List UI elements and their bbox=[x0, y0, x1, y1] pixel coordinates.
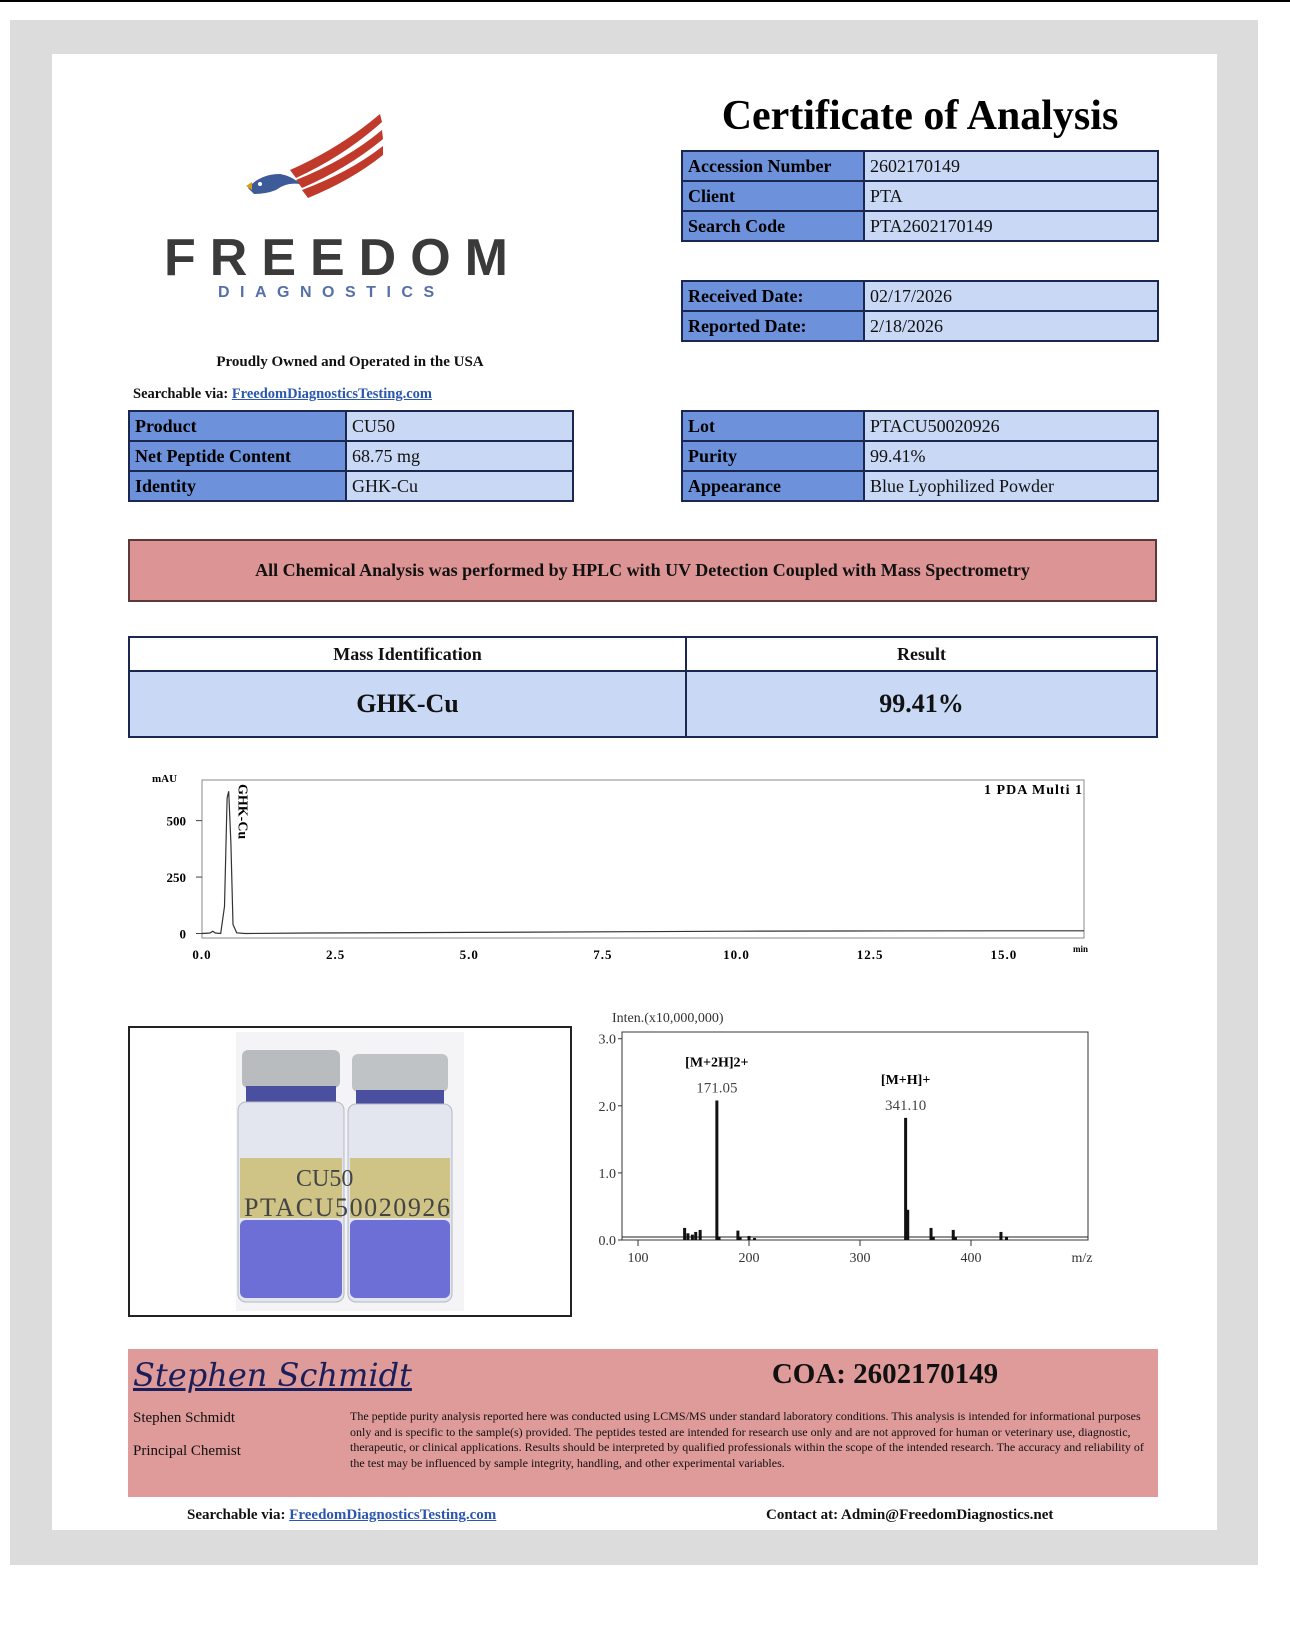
key-cell: Identity bbox=[129, 471, 346, 501]
x-tick-label: 7.5 bbox=[593, 947, 613, 962]
accession-table bbox=[681, 150, 1159, 242]
key-cell: Purity bbox=[682, 441, 864, 471]
peak-label: GHK-Cu bbox=[234, 784, 250, 840]
chemist-title: Principal Chemist bbox=[133, 1443, 241, 1459]
x-tick-label: 12.5 bbox=[856, 947, 884, 962]
key-cell: Appearance bbox=[682, 471, 864, 501]
table-row bbox=[682, 471, 1158, 501]
footer-search-label: Searchable via: bbox=[187, 1507, 286, 1523]
mass-spectrum bbox=[598, 1011, 1140, 1324]
product-photo bbox=[128, 1026, 572, 1317]
peak-annotation-name: [M+H]+ bbox=[880, 1072, 931, 1088]
value-cell: PTACU50020926 bbox=[864, 411, 1158, 441]
y-tick-label: 2.0 bbox=[598, 1099, 616, 1115]
value-cell: 2602170149 bbox=[864, 151, 1158, 181]
x-tick-label: 200 bbox=[738, 1251, 760, 1266]
y-tick-label: 0.0 bbox=[598, 1234, 616, 1249]
x-axis-label: m/z bbox=[1071, 1251, 1093, 1266]
page-title: Certificate of Analysis bbox=[721, 93, 1119, 139]
table-row bbox=[682, 311, 1158, 341]
header-mass-identification: Mass Identification bbox=[129, 637, 686, 671]
vial-label-line2: PTACU50020926 bbox=[244, 1193, 450, 1222]
footer-search-link[interactable]: FreedomDiagnosticsTesting.com bbox=[289, 1507, 497, 1523]
key-cell: Reported Date: bbox=[682, 311, 864, 341]
chart-legend: 1 PDA Multi 1 bbox=[984, 783, 1083, 798]
tagline: Proudly Owned and Operated in the USA bbox=[216, 354, 484, 370]
y-axis-label: Inten.(x10,000,000) bbox=[612, 1011, 724, 1026]
key-cell: Search Code bbox=[682, 211, 864, 241]
coa-number: COA: 2602170149 bbox=[771, 1358, 999, 1390]
x-tick-label: 300 bbox=[849, 1251, 871, 1266]
peak-annotation-name: [M+2H]2+ bbox=[685, 1055, 749, 1071]
eagle-flag-logo-icon bbox=[240, 108, 400, 208]
contact-email: Contact at: Admin@FreedomDiagnostics.net bbox=[766, 1507, 1054, 1523]
table-row bbox=[129, 441, 573, 471]
result-value: 99.41% bbox=[686, 671, 1157, 737]
x-tick-label: 100 bbox=[627, 1251, 649, 1266]
x-axis-unit: min bbox=[1072, 944, 1088, 954]
y-tick-label: 1.0 bbox=[598, 1166, 616, 1182]
search-via-footer bbox=[187, 1507, 496, 1524]
table-row bbox=[682, 411, 1158, 441]
plot-frame bbox=[202, 780, 1084, 938]
lot-table bbox=[681, 410, 1159, 502]
x-tick-label: 15.0 bbox=[990, 947, 1018, 962]
value-cell: 2/18/2026 bbox=[864, 311, 1158, 341]
y-tick-label: 500 bbox=[166, 813, 186, 829]
value-cell: 99.41% bbox=[864, 441, 1158, 471]
search-label: Searchable via: bbox=[133, 386, 229, 402]
key-cell: Product bbox=[129, 411, 346, 441]
value-cell: Blue Lyophilized Powder bbox=[864, 471, 1158, 501]
header-result: Result bbox=[686, 637, 1157, 671]
table-row bbox=[682, 441, 1158, 471]
key-cell: Accession Number bbox=[682, 151, 864, 181]
table-row bbox=[682, 181, 1158, 211]
y-tick-label: 250 bbox=[166, 870, 186, 886]
value-cell: 68.75 mg bbox=[346, 441, 573, 471]
vial-right bbox=[348, 1054, 452, 1302]
hplc-chromatogram bbox=[140, 768, 1140, 1008]
product-table bbox=[128, 410, 574, 502]
mass-id-value: GHK-Cu bbox=[129, 671, 686, 737]
key-cell: Client bbox=[682, 181, 864, 211]
key-cell: Lot bbox=[682, 411, 864, 441]
table-row bbox=[682, 211, 1158, 241]
vial-photo bbox=[130, 1028, 570, 1315]
y-tick-label: 0 bbox=[179, 926, 186, 942]
table-row bbox=[129, 671, 1157, 737]
vial-label-line1: CU50 bbox=[296, 1166, 354, 1192]
x-tick-label: 0.0 bbox=[192, 947, 212, 962]
peak-annotation-value: 171.05 bbox=[696, 1080, 738, 1097]
table-row bbox=[682, 281, 1158, 311]
table-header-row bbox=[129, 637, 1157, 671]
y-tick-label: 3.0 bbox=[598, 1032, 616, 1048]
chromatogram-trace bbox=[202, 791, 1084, 933]
x-tick-label: 5.0 bbox=[459, 947, 479, 962]
table-row bbox=[129, 471, 573, 501]
logo-wordmark: FREEDOM bbox=[164, 229, 522, 287]
key-cell: Received Date: bbox=[682, 281, 864, 311]
y-axis-unit: mAU bbox=[152, 773, 178, 785]
value-cell: PTA2602170149 bbox=[864, 211, 1158, 241]
x-tick-label: 2.5 bbox=[326, 947, 346, 962]
value-cell: 02/17/2026 bbox=[864, 281, 1158, 311]
mass-identification-table bbox=[128, 636, 1158, 738]
search-link[interactable]: FreedomDiagnosticsTesting.com bbox=[231, 386, 432, 402]
logo-subtitle: DIAGNOSTICS bbox=[218, 284, 445, 301]
peak-annotation-value: 341.10 bbox=[884, 1097, 927, 1114]
value-cell: CU50 bbox=[346, 411, 573, 441]
top-edge-line bbox=[0, 0, 1290, 2]
value-cell: GHK-Cu bbox=[346, 471, 573, 501]
table-row bbox=[682, 151, 1158, 181]
x-tick-label: 400 bbox=[960, 1251, 982, 1266]
search-via-top bbox=[133, 386, 432, 403]
table-row bbox=[129, 411, 573, 441]
dates-table bbox=[681, 280, 1159, 342]
method-banner: All Chemical Analysis was performed by HPLC with UV Detection Coupled with Mass Spectrometry bbox=[128, 539, 1157, 602]
chemist-signature: Stephen Schmidt bbox=[133, 1356, 412, 1394]
chemist-name: Stephen Schmidt bbox=[133, 1410, 236, 1426]
value-cell: PTA bbox=[864, 181, 1158, 211]
x-tick-label: 10.0 bbox=[723, 947, 750, 962]
key-cell: Net Peptide Content bbox=[129, 441, 346, 471]
disclaimer-text: The peptide purity analysis reported here was conducted using LCMS/MS under standard laboratory conditions. This analysis is intended for informational purposes only and is specific to the sample(s) provided. The peptides tested are intended for research use only and are not approved for human or veterinary use, diagnostic, therapeutic, or clinical applications. Results should be interpreted by qualified professionals within the scope of the intended research. The accuracy and reliability of the test may be influenced by sample integrity, handling, and other experimental variables. bbox=[350, 1409, 1144, 1470]
